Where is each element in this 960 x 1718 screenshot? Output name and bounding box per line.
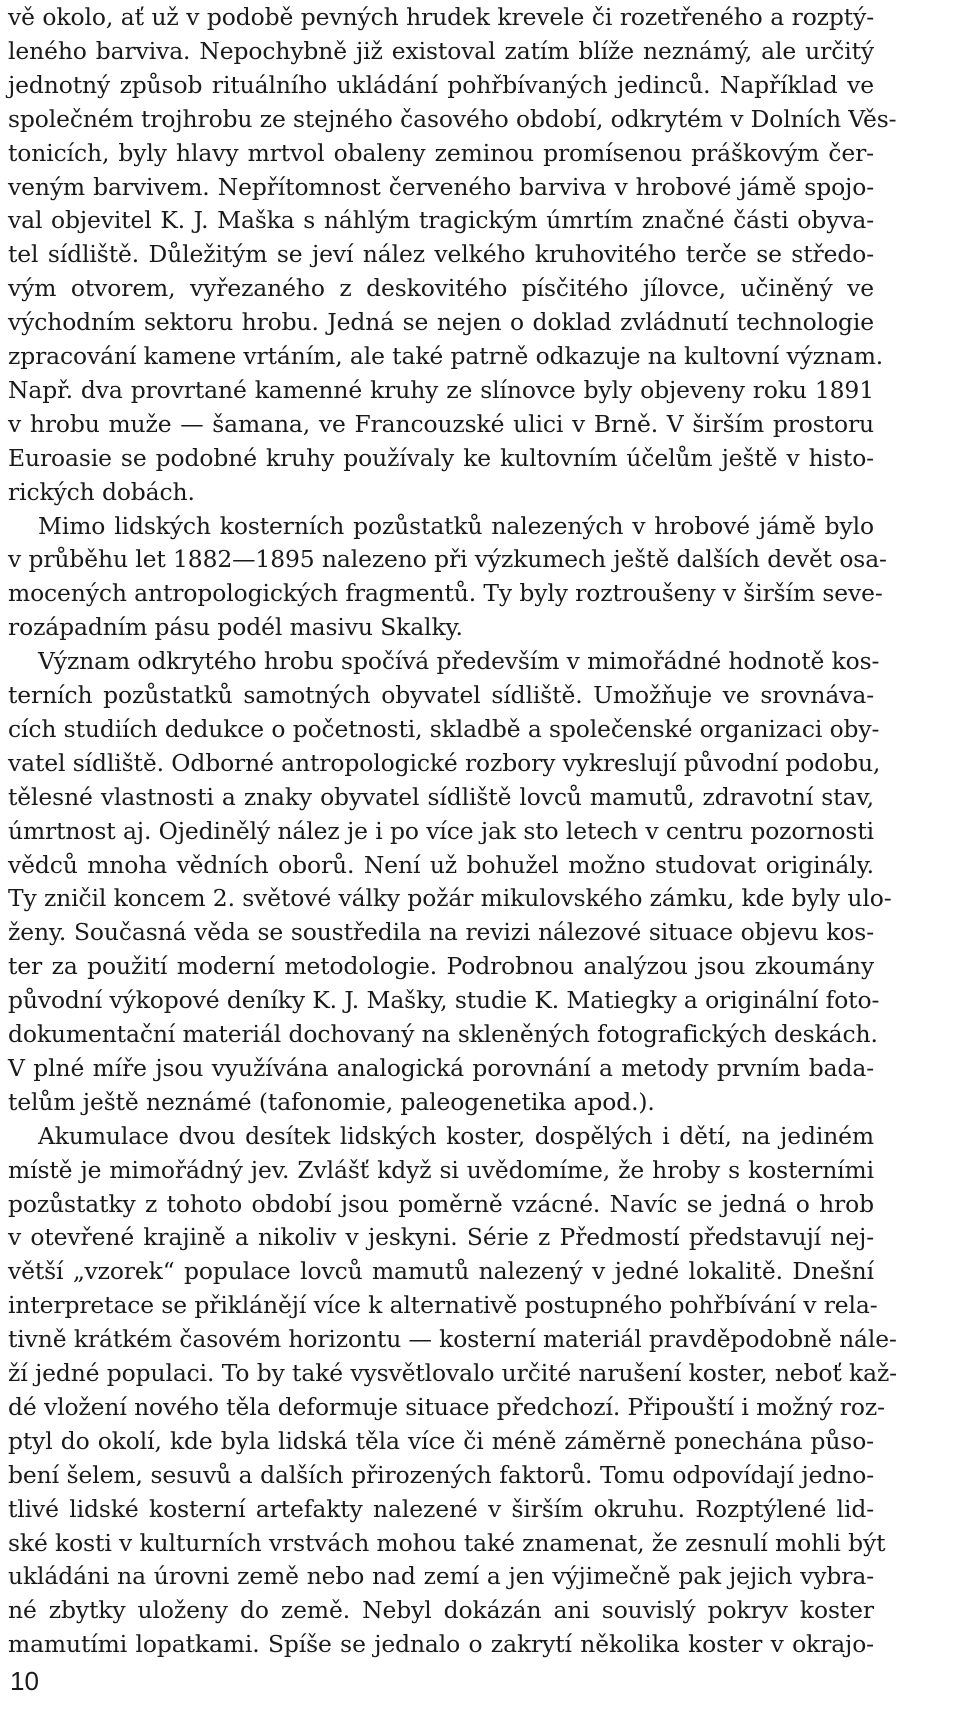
text-line: vě okolo, ať už v podobě pevných hrudek krevele či rozetřeného a rozptý- [8,3,874,31]
text-line: interpretace se přiklánějí více k alternativě postupného pohřbívání v rela- [8,1291,878,1320]
text-line: větší „vzorek“ populace lovců mamutů nalezený v jedné lokalitě. Dnešní [8,1257,874,1286]
page-number: 10 [10,1666,39,1696]
text-line: veným barvivem. Nepřítomnost červeného barviva v hrobové jámě spojo- [8,172,874,201]
text-line: cích studiích dedukce o početnosti, skladbě a společenské organizaci oby- [8,714,880,743]
text-line: ží jedné populaci. To by také vysvětlovalo určité narušení koster, neboť kaž- [8,1359,897,1387]
text-line: ukládáni na úrovni země nebo nad zemí a jen výjimečně pak jejich vybra- [8,1562,874,1591]
text-line: rozápadním pásu podél masivu Skalky. [8,613,463,642]
text-line: Euroasie se podobné kruhy používaly ke kultovním účelům ještě v histo- [8,443,874,472]
text-line: val objevitel K. J. Maška s náhlým tragickým úmrtím značné části obyva- [8,206,874,235]
text-line: vým otvorem, vyřezaného z deskovitého písčitého jílovce, učiněný ve [8,274,874,303]
text-line: tel sídliště. Důležitým se jeví nález velkého kruhovitého terče se středo- [8,240,874,269]
text-line: v průběhu let 1882—1895 nalezeno při výzkumech ještě dalších devět osa- [8,545,887,574]
paragraph-first-line: Význam odkrytého hrobu spočívá především v mimořádné hodnotě kos- [38,647,880,676]
text-line: ptyl do okolí, kde byla lidská těla více či méně záměrně ponechána půso- [8,1426,874,1455]
text-line: tivně krátkém časovém horizontu — kosterní materiál pravděpodobně nále- [8,1325,897,1354]
text-line: zpracování kamene vrtáním, ale také patrně odkazuje na kultovní význam. [8,342,884,370]
text-line: dé vložení nového těla deformuje situace předchozí. Připouští i možný roz- [8,1392,885,1421]
text-line: V plné míře jsou využívána analogická porovnání a metody prvním bada- [8,1053,874,1082]
text-line: pozůstatky z tohoto období jsou poměrně vzácné. Navíc se jedná o hrob [8,1189,874,1218]
paragraph-first-line: Mimo lidských kosterních pozůstatků nalezených v hrobové jámě bylo [38,511,874,540]
text-line: v hrobu muže — šamana, ve Francouzské ulici v Brně. V širším prostoru [8,409,874,438]
text-line: ter za použití moderní metodologie. Podrobnou analýzou jsou zkoumány [8,952,874,981]
text-line: telům ještě neznámé (tafonomie, paleogenetika apod.). [8,1087,655,1116]
text-line: né zbytky uloženy do země. Nebyl dokázán ani souvislý pokryv koster [8,1596,874,1625]
text-line: ženy. Současná věda se soustředila na revizi nálezové situace objevu kos- [8,918,874,947]
text-line: tělesné vlastnosti a znaky obyvatel sídliště lovců mamutů, zdravotní stav, [8,782,874,811]
text-line: bení šelem, sesuvů a dalších přirozených faktorů. Tomu odpovídají jedno- [8,1460,874,1489]
text-line: rických dobách. [8,477,195,506]
text-line: Např. dva provrtané kamenné kruhy ze slínovce byly objeveny roku 1891 [8,375,874,404]
text-line: v otevřené krajině a nikoliv v jeskyni. Série z Předmostí představují nej- [8,1223,874,1252]
text-line: terních pozůstatků samotných obyvatel sídliště. Umožňuje ve srovnáva- [8,681,874,709]
text-line: společném trojhrobu ze stejného časového období, odkrytém v Dolních Věs- [8,104,897,133]
text-line: tlivé lidské kosterní artefakty nalezené v širším okruhu. Rozptýlené lid- [8,1494,874,1523]
text-line: východním sektoru hrobu. Jedná se nejen o doklad zvládnutí technologie [8,308,874,337]
text-line: tonicích, byly hlavy mrtvol obaleny zeminou promísenou práškovým čer- [8,138,874,167]
text-line: vědců mnoha vědních oborů. Není už bohužel možno studovat originály. [8,850,874,879]
text-line: původní výkopové deníky K. J. Mašky, studie K. Matiegky a originální foto- [8,986,880,1015]
text-line: dokumentační materiál dochovaný na skleněných fotografických deskách. [8,1020,878,1048]
text-line: mocených antropologických fragmentů. Ty byly roztroušeny v širším seve- [8,579,883,608]
text-line: vatel sídliště. Odborné antropologické rozbory vykreslují původní podobu, [8,748,881,777]
text-line: leného barviva. Nepochybně již existoval zatím blíže neznámý, ale určitý [8,36,874,65]
paragraph-first-line: Akumulace dvou desítek lidských koster, dospělých i dětí, na jediném [38,1121,874,1150]
text-line: jednotný způsob rituálního ukládání pohřbívaných jedinců. Například ve [8,70,874,99]
text-line: místě je mimořádný jev. Zvlášť když si uvědomíme, že hroby s kosterními [8,1155,874,1184]
text-line: Ty zničil koncem 2. světové války požár mikulovského zámku, kde byly ulo- [8,884,892,913]
text-line: úmrtnost aj. Ojedinělý nález je i po více jak sto letech v centru pozornosti [8,816,874,845]
text-line: mamutími lopatkami. Spíše se jednalo o zakrytí několika koster v okrajo- [8,1630,874,1659]
text-line: ské kosti v kulturních vrstvách mohou také znamenat, že zesnulí mohli být [8,1528,886,1557]
